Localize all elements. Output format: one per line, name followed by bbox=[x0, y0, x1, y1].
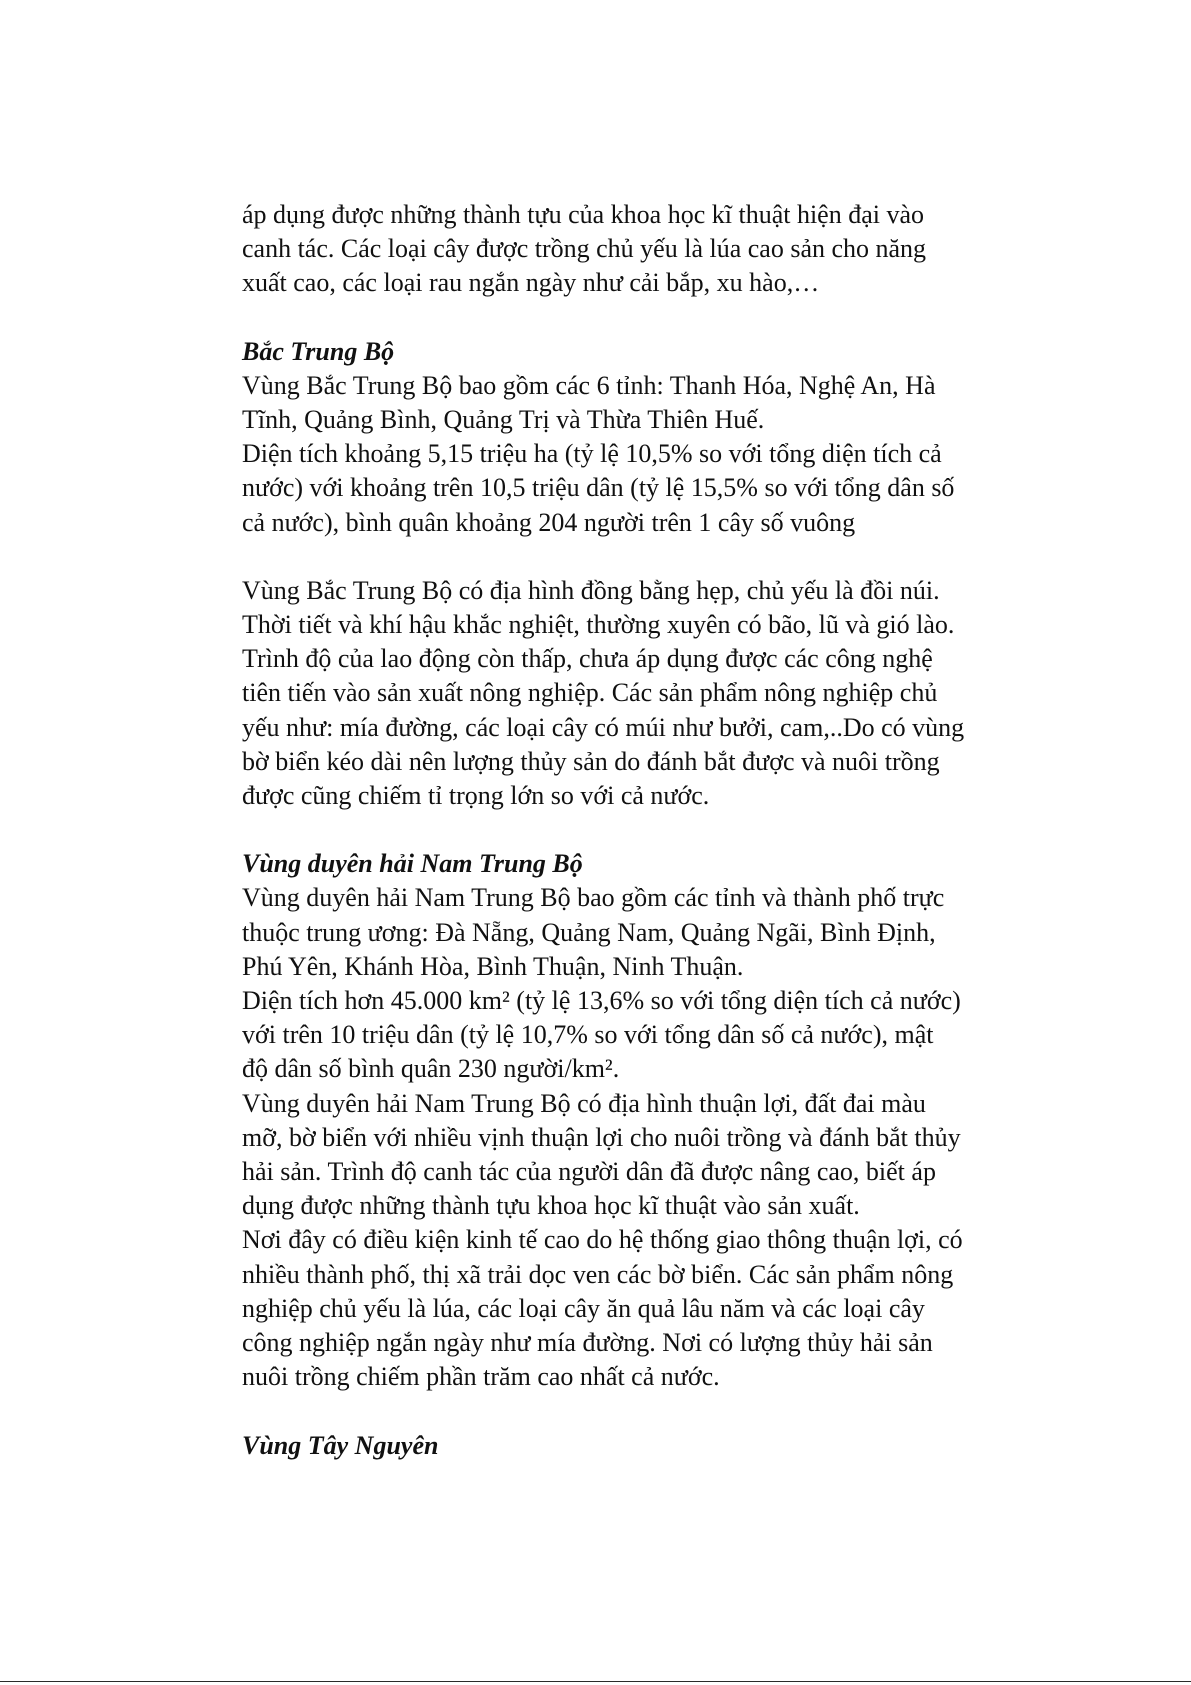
nam-trung-bo-paragraph-4 bbox=[242, 1223, 1052, 1394]
text-line: với trên 10 triệu dân (tỷ lệ 10,7% so với tổng dân số cả nước), mật bbox=[242, 1020, 934, 1050]
text-line: được cũng chiếm tỉ trọng lớn so với cả nước. bbox=[242, 781, 710, 811]
text-line: nghiệp chủ yếu là lúa, các loại cây ăn quả lâu năm và các loại cây bbox=[242, 1293, 925, 1323]
text-line: Thời tiết và khí hậu khắc nghiệt, thường xuyên có bão, lũ và gió lào. bbox=[242, 610, 955, 640]
text-line: mỡ, bờ biển với nhiều vịnh thuận lợi cho nuôi trồng và đánh bắt thủy bbox=[242, 1122, 961, 1152]
intro-paragraph bbox=[242, 198, 1052, 301]
paragraph-gap bbox=[242, 813, 1052, 847]
text-line: yếu như: mía đường, các loại cây có múi như bưởi, cam,..Do có vùng bbox=[242, 712, 965, 742]
text-line: Trình độ của lao động còn thấp, chưa áp dụng được các công nghệ bbox=[242, 644, 933, 674]
text-line: xuất cao, các loại rau ngắn ngày như cải bắp, xu hào,… bbox=[242, 268, 820, 298]
text-line: Vùng Bắc Trung Bộ bao gồm các 6 tỉnh: Thanh Hóa, Nghệ An, Hà bbox=[242, 370, 936, 400]
text-line: thuộc trung ương: Đà Nẵng, Quảng Nam, Quảng Ngãi, Bình Định, bbox=[242, 917, 936, 947]
text-line: độ dân số bình quân 230 người/km². bbox=[242, 1054, 620, 1084]
text-line: Nơi đây có điều kiện kinh tế cao do hệ thống giao thông thuận lợi, có bbox=[242, 1225, 963, 1255]
text-line: công nghiệp ngắn ngày như mía đường. Nơi có lượng thủy hải sản bbox=[242, 1328, 933, 1358]
text-line: nuôi trồng chiếm phần trăm cao nhất cả nước. bbox=[242, 1362, 720, 1392]
text-line: Diện tích khoảng 5,15 triệu ha (tỷ lệ 10,5% so với tổng diện tích cả bbox=[242, 439, 942, 469]
text-line: Diện tích hơn 45.000 km² (tỷ lệ 13,6% so với tổng diện tích cả nước) bbox=[242, 986, 961, 1016]
text-line: bờ biển kéo dài nên lượng thủy sản do đánh bắt được và nuôi trồng bbox=[242, 746, 940, 776]
section-heading-nam-trung-bo: Vùng duyên hải Nam Trung Bộ bbox=[242, 849, 583, 879]
bac-trung-bo-paragraph-3 bbox=[242, 574, 1052, 813]
paragraph-gap bbox=[242, 301, 1052, 335]
paragraph-gap bbox=[242, 1395, 1052, 1429]
page-bottom-rule bbox=[0, 1681, 1191, 1682]
text-line: nước) với khoảng trên 10,5 triệu dân (tỷ lệ 15,5% so với tổng dân số bbox=[242, 473, 955, 503]
text-line: Tĩnh, Quảng Bình, Quảng Trị và Thừa Thiên Huế. bbox=[242, 405, 765, 435]
text-line: hải sản. Trình độ canh tác của người dân đã được nâng cao, biết áp bbox=[242, 1157, 936, 1187]
text-line: Phú Yên, Khánh Hòa, Bình Thuận, Ninh Thuận. bbox=[242, 951, 744, 981]
nam-trung-bo-paragraph-3 bbox=[242, 1087, 1052, 1224]
text-line: tiên tiến vào sản xuất nông nghiệp. Các sản phẩm nông nghiệp chủ bbox=[242, 678, 938, 708]
nam-trung-bo-paragraph-2 bbox=[242, 984, 1052, 1087]
bac-trung-bo-paragraph-1 bbox=[242, 369, 1052, 437]
text-line: cả nước), bình quân khoảng 204 người trên 1 cây số vuông bbox=[242, 507, 856, 537]
text-line: Vùng duyên hải Nam Trung Bộ có địa hình thuận lợi, đất đai màu bbox=[242, 1088, 926, 1118]
bac-trung-bo-paragraph-2 bbox=[242, 437, 1052, 540]
paragraph-gap bbox=[242, 540, 1052, 574]
text-line: Vùng duyên hải Nam Trung Bộ bao gồm các tỉnh và thành phố trực bbox=[242, 883, 945, 913]
text-line: nhiều thành phố, thị xã trải dọc ven các bờ biển. Các sản phẩm nông bbox=[242, 1259, 954, 1289]
text-line: dụng được những thành tựu khoa học kĩ thuật vào sản xuất. bbox=[242, 1191, 860, 1221]
text-line: áp dụng được những thành tựu của khoa học kĩ thuật hiện đại vào bbox=[242, 200, 925, 229]
section-heading-bac-trung-bo: Bắc Trung Bộ bbox=[242, 336, 395, 366]
text-line: canh tác. Các loại cây được trồng chủ yếu là lúa cao sản cho năng bbox=[242, 234, 927, 264]
text-line: Vùng Bắc Trung Bộ có địa hình đồng bằng hẹp, chủ yếu là đồi núi. bbox=[242, 575, 940, 605]
document-body bbox=[242, 198, 1052, 1463]
section-heading-tay-nguyen: Vùng Tây Nguyên bbox=[242, 1430, 439, 1460]
nam-trung-bo-paragraph-1 bbox=[242, 881, 1052, 984]
